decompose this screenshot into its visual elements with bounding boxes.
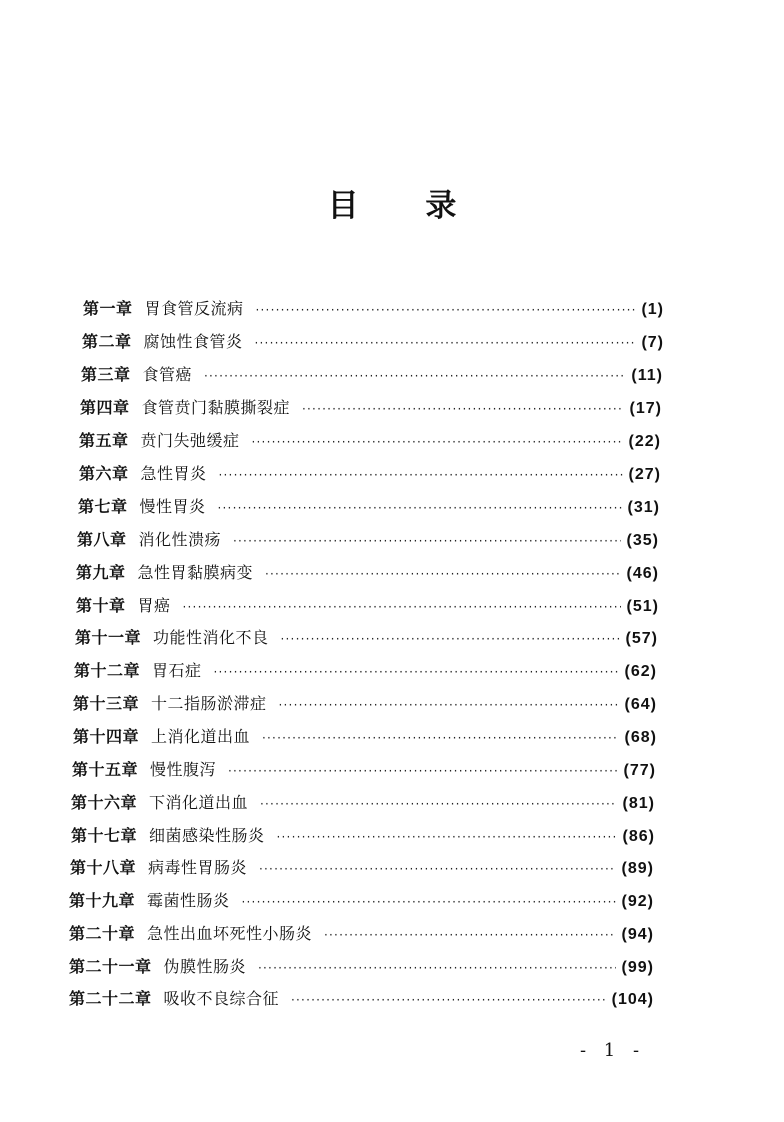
page-number: (99) (621, 959, 654, 976)
toc-entry (80, 396, 662, 420)
chapter-title: 细菌感染性肠炎 (149, 826, 265, 845)
page-number: (22) (628, 433, 661, 450)
page-number: (11) (631, 367, 663, 384)
dot-leader (265, 562, 621, 586)
dot-leader (255, 331, 636, 355)
toc-entry (76, 594, 659, 618)
toc-entry (79, 429, 661, 453)
dot-leader (228, 759, 618, 783)
page-title: 目 录 (327, 188, 485, 224)
chapter-title: 腐蚀性食管炎 (143, 332, 243, 351)
toc-entry (73, 725, 657, 749)
page-number: (81) (622, 795, 655, 812)
toc-entry (78, 495, 660, 519)
toc-entry (69, 922, 654, 946)
toc-entry (76, 561, 659, 585)
dot-leader (233, 529, 621, 553)
toc-entry (69, 987, 654, 1011)
chapter-number: 第十七章 (71, 826, 138, 845)
chapter-title: 消化性溃疡 (138, 530, 222, 549)
dot-leader (279, 693, 619, 717)
chapter-number: 第十九章 (69, 891, 136, 910)
chapter-number: 第一章 (83, 299, 133, 318)
dot-leader (252, 430, 623, 454)
toc-entry (70, 856, 654, 880)
dot-leader (204, 364, 625, 388)
chapter-number: 第八章 (77, 530, 127, 549)
chapter-number: 第二十二章 (69, 989, 152, 1008)
dot-leader (258, 956, 616, 980)
chapter-title: 吸收不良综合征 (163, 989, 280, 1008)
chapter-title: 急性胃炎 (140, 464, 207, 483)
chapter-number: 第十八章 (70, 858, 137, 877)
dot-leader (302, 397, 624, 421)
chapter-title: 慢性腹泻 (150, 760, 217, 779)
chapter-title: 十二指肠淤滞症 (151, 694, 267, 713)
page-number: (68) (624, 729, 657, 746)
page-number: (104) (611, 991, 654, 1008)
page-number: (35) (626, 532, 659, 549)
chapter-title: 慢性胃炎 (139, 497, 206, 516)
toc-entry (82, 330, 664, 354)
chapter-title: 胃石症 (152, 661, 202, 680)
dot-leader (291, 988, 606, 1012)
dot-leader (260, 792, 617, 816)
page-folio: - 1 - (580, 1040, 646, 1061)
page-number: (17) (629, 400, 662, 417)
toc-entry (73, 692, 657, 716)
toc-entry (69, 889, 654, 913)
chapter-number: 第十三章 (73, 694, 140, 713)
toc-entry (69, 955, 654, 979)
page-number: (27) (628, 466, 661, 483)
page-number: (31) (627, 499, 660, 516)
chapter-title: 病毒性胃肠炎 (148, 858, 248, 877)
page-number: (86) (622, 828, 655, 845)
chapter-number: 第十六章 (71, 793, 138, 812)
page-number: (94) (621, 926, 654, 943)
dot-leader (281, 627, 620, 651)
page-number: (89) (621, 860, 654, 877)
chapter-title: 贲门失弛缓症 (140, 431, 240, 450)
chapter-number: 第十二章 (74, 661, 141, 680)
page-number: (1) (641, 301, 664, 318)
toc-entry (75, 626, 658, 650)
page-number: (77) (623, 762, 656, 779)
toc-entry (81, 363, 663, 387)
chapter-number: 第十五章 (72, 760, 139, 779)
chapter-title: 食管癌 (142, 365, 193, 384)
chapter-title: 胃癌 (137, 596, 171, 615)
toc-entry (71, 824, 655, 848)
page-number: (51) (626, 598, 659, 615)
chapter-title: 急性胃黏膜病变 (137, 563, 254, 582)
toc-entry (77, 528, 659, 552)
dot-leader (256, 298, 636, 322)
chapter-number: 第九章 (76, 563, 126, 582)
dot-leader (183, 595, 621, 619)
chapter-title: 伪膜性肠炎 (163, 957, 247, 976)
toc-entry (74, 659, 657, 683)
page-number: (7) (641, 334, 664, 351)
dot-leader (219, 463, 623, 487)
chapter-number: 第二章 (82, 332, 132, 351)
chapter-number: 第十章 (76, 596, 126, 615)
chapter-number: 第二十一章 (69, 957, 152, 976)
page-number: (92) (621, 893, 654, 910)
dot-leader (324, 923, 616, 947)
page-number: (62) (624, 663, 657, 680)
chapter-number: 第十一章 (75, 628, 142, 647)
chapter-number: 第四章 (80, 398, 130, 417)
page-number: (57) (625, 630, 658, 647)
toc-entry (72, 758, 656, 782)
dot-leader (262, 726, 619, 750)
page-number: (64) (624, 696, 657, 713)
dot-leader (218, 496, 622, 520)
chapter-number: 第十四章 (73, 727, 140, 746)
chapter-title: 食管贲门黏膜撕裂症 (141, 398, 291, 417)
chapter-number: 第六章 (79, 464, 129, 483)
dot-leader (277, 825, 617, 849)
chapter-title: 功能性消化不良 (153, 628, 269, 647)
toc-entry (83, 297, 664, 321)
chapter-title: 上消化道出血 (151, 727, 251, 746)
dot-leader (242, 890, 616, 914)
toc-entry (71, 791, 655, 815)
page-number: (46) (626, 565, 659, 582)
chapter-title: 胃食管反流病 (144, 299, 244, 318)
chapter-number: 第七章 (78, 497, 128, 516)
chapter-number: 第三章 (81, 365, 131, 384)
chapter-number: 第五章 (79, 431, 129, 450)
chapter-number: 第二十章 (69, 924, 136, 943)
chapter-title: 下消化道出血 (149, 793, 249, 812)
chapter-title: 霉菌性肠炎 (147, 891, 230, 910)
dot-leader (259, 857, 616, 881)
dot-leader (214, 660, 619, 684)
chapter-title: 急性出血坏死性小肠炎 (147, 924, 313, 943)
toc-entry (79, 462, 661, 486)
